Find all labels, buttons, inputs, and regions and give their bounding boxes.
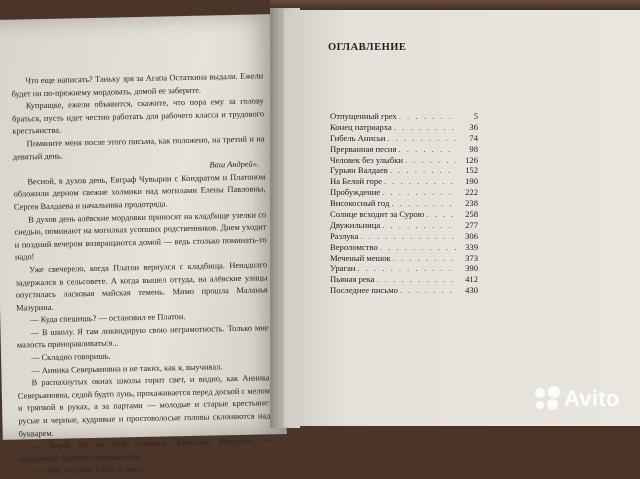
toc-leader <box>375 274 456 285</box>
toc-entry-page: 126 <box>465 154 478 165</box>
paragraph: Уже свечерело, когда Платон вернулся с кладбища. Ненадолго задержался в сельсовете. А когда вышел оттуда, на алёвские улицы опустилась ласковая майская темень. Мимо прошла Маланья Мазурина. <box>15 260 268 313</box>
toc-leader <box>378 242 456 253</box>
toc-entry-page: 258 <box>465 209 478 220</box>
table-of-contents <box>330 111 478 296</box>
toc-entry-title: Вероломство <box>330 241 378 252</box>
toc-leader <box>358 231 456 242</box>
toc-leader <box>391 253 456 264</box>
avito-watermark <box>534 384 620 414</box>
toc-entry <box>330 198 478 209</box>
toc-entry-title: Последнее письмо <box>330 285 398 296</box>
toc-entry <box>330 285 478 296</box>
toc-entry <box>330 220 478 231</box>
toc-entry-page: 5 <box>473 111 478 121</box>
toc-leader <box>380 187 456 198</box>
paragraph: Купращке, ежели объявится, скажите, что пора ему за голову браться, пусть идет честно работать для рабочего класса и трудового крестьянства. <box>11 96 265 137</box>
toc-leader <box>398 285 456 296</box>
toc-leader <box>396 144 456 155</box>
paragraph: В распахнутых окнах школы горит свет, и видно, как Анника Северьяновна, седой будто лунь, прохаживается перед доской с мелом и тряпкой в руках, а за партами — молодые и старые крестьяне: русые и черные, кудрявые и простоволосые головы склоняются над букварем. <box>17 373 271 439</box>
toc-leader <box>424 209 456 220</box>
toc-entry-page: 74 <box>469 132 478 143</box>
toc-leader <box>355 263 456 274</box>
toc-leader <box>382 176 456 187</box>
toc-entry-title: Двужильница <box>330 219 381 230</box>
toc-leader <box>388 165 456 176</box>
toc-entry-title: Високосный год <box>330 198 390 209</box>
toc-entry <box>330 155 478 166</box>
signature: Ваш Андрей». <box>209 159 260 170</box>
toc-entry-page: 339 <box>465 241 478 252</box>
paragraph: — Анника Северьяновна и не таких, как я, выучивал. <box>31 361 223 375</box>
toc-entry <box>330 144 478 155</box>
toc-entry-title: Пьяная река <box>330 274 375 285</box>
toc-entry-title: Конец патриарха <box>330 121 392 132</box>
toc-entry-title: Отпущенный грех <box>330 111 397 121</box>
toc-entry-page: 98 <box>469 143 478 154</box>
toc-leader <box>385 133 456 144</box>
toc-entry-page: 390 <box>465 263 478 274</box>
paragraph: Помяните меня после этого письма, как положено, на третий и на девятый день. <box>12 134 265 162</box>
toc-leader <box>389 198 456 209</box>
toc-entry <box>330 231 478 242</box>
toc-entry <box>330 122 478 133</box>
toc-entry-page: 306 <box>465 230 478 241</box>
left-page <box>0 14 287 476</box>
watermark-text: Avito <box>564 386 620 411</box>
toc-entry-title: Человек без улыбки <box>330 154 403 165</box>
toc-entry-page: 152 <box>465 165 478 176</box>
paragraph: — «Мы не рабы. Рабы не мы». <box>33 464 144 476</box>
toc-leader <box>403 155 456 166</box>
toc-entry-title: Меченый мешок <box>330 252 391 263</box>
toc-entry <box>330 111 478 122</box>
toc-entry <box>330 274 478 285</box>
toc-entry <box>330 133 478 144</box>
toc-entry-title: Гибель Анисьи <box>330 132 386 143</box>
toc-entry-page: 36 <box>469 121 478 132</box>
toc-entry-title: Пробуждение <box>330 187 381 198</box>
toc-title: ОГЛАВЛЕНИЕ <box>328 42 407 53</box>
paragraph: Весной, в духов день, Евграф Чувырин с Кондратом и Платоном обложили дерном свежие холмики над могилами Елены Павловны, Сергея Валдаева и начальника продотряда. <box>13 172 266 212</box>
avito-dots-icon <box>534 386 560 412</box>
toc-entry-title: Ураган <box>330 263 356 274</box>
paragraph: — Читай все на этой странице, Христина Мазурина, — предложил Анника Северьяновна. <box>19 436 271 464</box>
toc-entry <box>330 176 478 187</box>
toc-leader <box>380 220 456 231</box>
toc-leader <box>397 111 456 122</box>
toc-leader <box>392 122 456 133</box>
toc-entry-page: 222 <box>465 187 478 198</box>
toc-entry-title: Прерванная песня <box>330 143 397 154</box>
toc-entry <box>330 165 478 176</box>
toc-entry-title: Разлука <box>330 230 359 241</box>
toc-entry-page: 238 <box>465 198 478 209</box>
toc-entry-page: 430 <box>465 285 478 296</box>
toc-entry-page: 190 <box>465 176 478 187</box>
toc-entry-page: 277 <box>465 219 478 230</box>
toc-entry-title: Солнце всходит за Сурою <box>330 209 425 220</box>
toc-entry <box>330 209 478 220</box>
toc-entry-page: 412 <box>465 274 478 285</box>
left-page-text <box>11 70 271 478</box>
paragraph: — Куда спешишь? — остановил ее Платон. <box>30 312 186 325</box>
paragraph: В духов день алёвские мордовки приносят на кладбище узелки со снедью, поминают на могилках усопших родственников. Днем уходит и поздний вечером возвращаются домой — ведь столько поминать-то надо! <box>14 209 267 262</box>
paragraph: — В школу. Я там ликвидирую свою неграмотность. Только мне малость приноравливаться... <box>16 323 269 351</box>
toc-entry <box>330 187 478 198</box>
toc-entry-page: 373 <box>465 252 478 263</box>
toc-entry <box>330 263 478 274</box>
paragraph: Что еще написать? Таньку зря за Агапа Остаткина выдали. Ежели будет он по-прежнему мордовать, домой ее заберите. <box>11 71 264 99</box>
toc-entry <box>330 253 478 264</box>
toc-entry-title: Гурьян Валдаев <box>330 165 388 176</box>
toc-entry <box>330 242 478 253</box>
paragraph: — Складно говоришь. <box>30 351 111 363</box>
toc-entry-title: На Белой горе <box>330 176 382 187</box>
